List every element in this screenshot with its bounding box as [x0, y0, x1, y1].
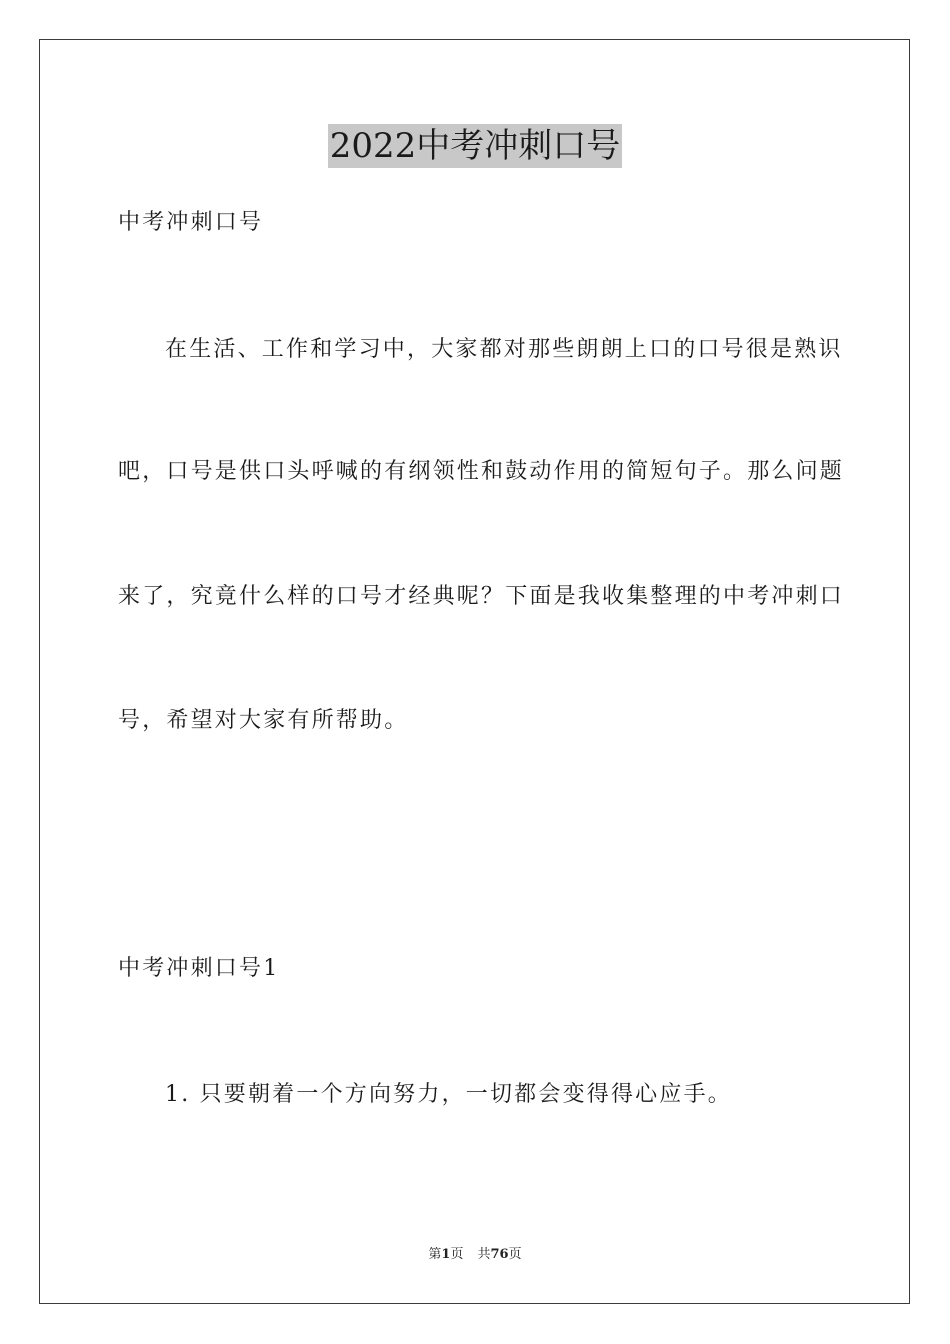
intro-line-1: 在生活、工作和学习中，大家都对那些朗朗上口的口号很是熟识 — [165, 337, 843, 362]
page-number: 1 — [441, 1247, 451, 1262]
intro-line-4: 号，希望对大家有所帮助。 — [118, 708, 409, 733]
total-pages: 76 — [490, 1247, 509, 1262]
intro-line-2: 吧，口号是供口头呼喊的有纲领性和鼓动作用的简短句子。那么问题 — [118, 459, 845, 484]
list-item: 1. 只要朝着一个方向努力，一切都会变得得心应手。 — [165, 1082, 732, 1107]
title-container — [0, 124, 950, 168]
page-prefix: 第 — [428, 1247, 442, 1262]
document-subtitle: 中考冲刺口号 — [118, 210, 264, 235]
total-suffix: 页 — [508, 1247, 522, 1262]
document-title: 2022中考冲刺口号 — [329, 126, 621, 166]
total-prefix: 共 — [477, 1247, 491, 1262]
page-footer — [0, 1246, 950, 1264]
page-suffix: 页 — [450, 1247, 464, 1262]
section-heading: 中考冲刺口号1 — [118, 956, 280, 981]
intro-line-3: 来了，究竟什么样的口号才经典呢？下面是我收集整理的中考冲刺口 — [118, 584, 845, 609]
